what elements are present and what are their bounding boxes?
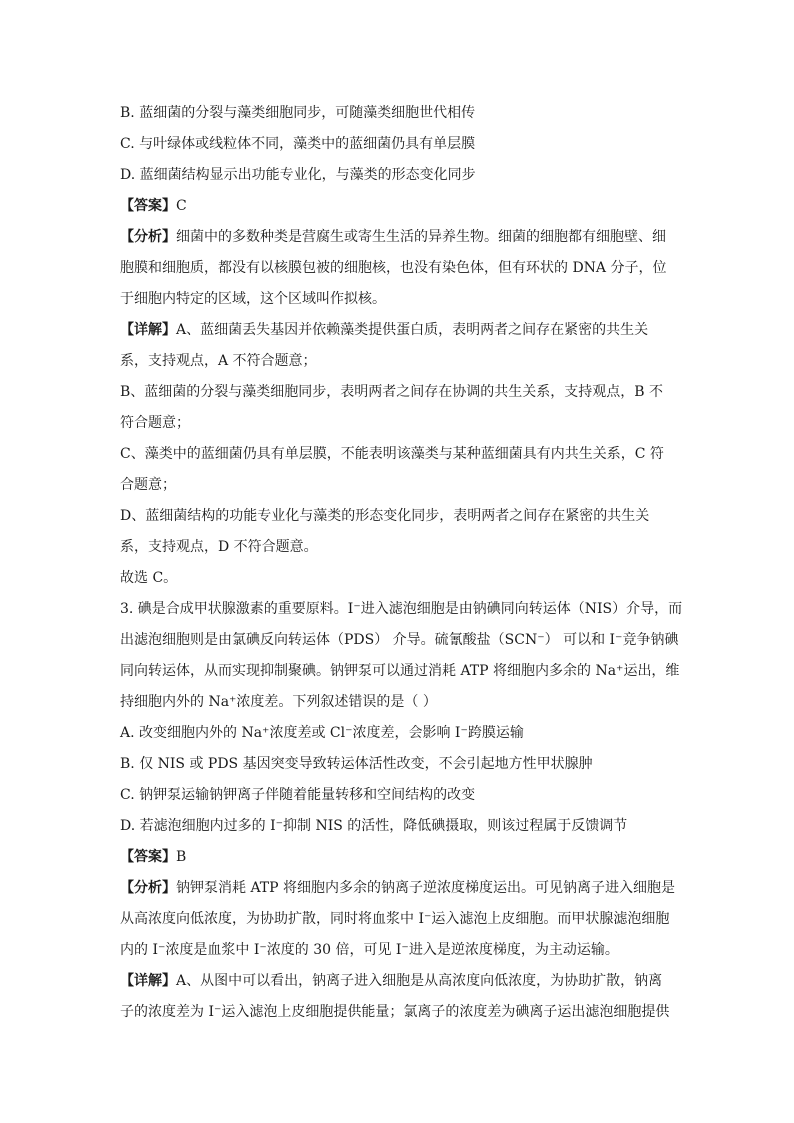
option-line: C. 钠钾泵运输钠钾离子伴随着能量转移和空间结构的改变: [120, 787, 476, 803]
explanation-tag: 【详解】: [120, 322, 176, 338]
answer-line: 【答案】C: [120, 198, 187, 214]
text-line: 同向转运体，从而实现抑制聚碘。钠钾泵可以通过消耗 ATP 将细胞内多余的 Na⁺运出，维: [120, 663, 680, 679]
question-line: 3. 碘是合成甲状腺激素的重要原料。I⁻进入滤泡细胞是由钠碘同向转运体（NIS）介导，而: [120, 601, 683, 617]
explanation-tag: 【详解】: [120, 973, 176, 989]
text-line: D. 蓝细菌结构显示出功能专业化，与藻类的形态变化同步: [120, 167, 476, 183]
analysis-line: 【分析】细菌中的多数种类是营腐生或寄生生活的异养生物。细菌的细胞都有细胞壁、细: [120, 229, 666, 245]
text-line: 子的浓度差为 I⁻运入滤泡上皮细胞提供能量；氯离子的浓度差为碘离子运出滤泡细胞提供: [120, 1004, 670, 1020]
answer-line: 【答案】B: [120, 849, 187, 865]
text-line: D、蓝细菌结构的功能专业化与藻类的形态变化同步，表明两者之间存在紧密的共生关: [120, 508, 650, 524]
text-line: 系，支持观点，D 不符合题意。: [120, 539, 318, 555]
text-line: 故选 C。: [120, 570, 178, 586]
text-line: 合题意；: [120, 477, 176, 493]
text-line: 符合题意；: [120, 415, 190, 431]
analysis-tag: 【分析】: [120, 880, 176, 896]
explanation-line: 【详解】A、从图中可以看出，钠离子进入细胞是从高浓度向低浓度，为协助扩散，钠离: [120, 973, 663, 989]
option-line: B. 仅 NIS 或 PDS 基因突变导致转运体活性改变，不会引起地方性甲状腺肿: [120, 756, 593, 772]
answer-tag: 【答案】: [120, 198, 176, 214]
text-line: 出滤泡细胞则是由氯碘反向转运体（PDS） 介导。硫氰酸盐（SCN⁻） 可以和 I⁻竞争钠碘: [120, 632, 679, 648]
text-line: B. 蓝细菌的分裂与藻类细胞同步，可随藻类细胞世代相传: [120, 105, 476, 121]
text-line: 于细胞内特定的区域，这个区域叫作拟核。: [120, 291, 386, 307]
text-line: C、藻类中的蓝细菌仍具有单层膜，不能表明该藻类与某种蓝细菌具有内共生关系，C 符: [120, 446, 664, 462]
text-line: 从高浓度向低浓度，为协助扩散，同时将血浆中 I⁻运入滤泡上皮细胞。而甲状腺滤泡细胞: [120, 911, 670, 927]
text-line: 持细胞内外的 Na⁺浓度差。下列叙述错误的是（ ）: [120, 694, 437, 710]
option-line: A. 改变细胞内外的 Na⁺浓度差或 Cl⁻浓度差，会影响 I⁻跨膜运输: [120, 725, 524, 741]
text-line: C. 与叶绿体或线粒体不同，藻类中的蓝细菌仍具有单层膜: [120, 136, 476, 152]
analysis-tag: 【分析】: [120, 229, 176, 245]
text-line: 胞膜和细胞质，都没有以核膜包被的细胞核，也没有染色体，但有环状的 DNA 分子，位: [120, 260, 667, 276]
text-line: 系，支持观点，A 不符合题意；: [120, 353, 317, 369]
analysis-line: 【分析】钠钾泵消耗 ATP 将细胞内多余的钠离子逆浓度梯度运出。可见钠离子进入细胞是: [120, 880, 676, 896]
option-line: D. 若滤泡细胞内过多的 I⁻抑制 NIS 的活性，降低碘摄取，则该过程属于反馈调节: [120, 818, 628, 834]
explanation-line: 【详解】A、蓝细菌丢失基因并依赖藻类提供蛋白质，表明两者之间存在紧密的共生关: [120, 322, 649, 338]
text-line: B、蓝细菌的分裂与藻类细胞同步，表明两者之间存在协调的共生关系，支持观点，B 不: [120, 384, 664, 400]
text-line: 内的 I⁻浓度是血浆中 I⁻浓度的 30 倍，可见 I⁻进入是逆浓度梯度，为主动运输。: [120, 942, 619, 958]
answer-tag: 【答案】: [120, 849, 176, 865]
